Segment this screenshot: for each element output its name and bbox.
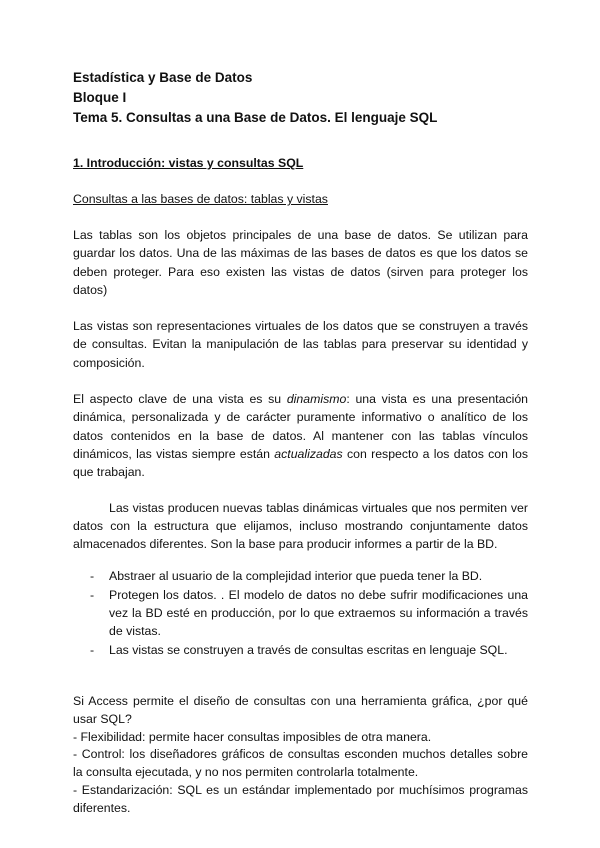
reason-flexibility: - Flexibilidad: permite hacer consultas imposibles de otra manera. (73, 729, 432, 744)
list-item (73, 641, 528, 659)
bullet-list (73, 567, 528, 658)
text-run: : una vista es una presentación dinámica, personalizada y de carácter puramente informativo o analítico de los datos contenidos en la base de datos. Al mantener con las tablas vínculos dinámicos, las vistas siempre están (73, 392, 528, 461)
subsection-heading: Consultas a las bases de datos: tablas y vistas (73, 192, 328, 206)
list-item-text: Abstraer al usuario de la complejidad interior que pueda tener la BD. (109, 569, 483, 584)
why-sql-block (73, 693, 528, 818)
list-item (73, 567, 528, 585)
paragraph-dynamism (73, 390, 528, 481)
topic-title: Tema 5. Consultas a una Base de Datos. El lenguaje SQL (73, 110, 438, 125)
dash-bullet: - (90, 587, 95, 602)
paragraph-views: Las vistas son representaciones virtuales de los datos que se construyen a través de consultas. Evitan la manipulación de las tablas para preservar su identidad y composición. (73, 319, 528, 370)
reason-control: - Control: los diseñadores gráficos de consultas esconden muchos detalles sobre la consulta ejecutada, y no nos permiten controlarla totalmente. (73, 747, 528, 780)
text-run: El aspecto clave de una vista es su (73, 392, 287, 407)
paragraph-virtual-tables: Las vistas producen nuevas tablas dinámicas virtuales que nos permiten ver datos con la estructura que elijamos, incluso mostrando conjuntamente datos almacenados diferentes. Son la base para producir informes a partir de la BD. (73, 500, 528, 552)
course-title: Estadística y Base de Datos (73, 70, 253, 85)
document-header (73, 68, 528, 128)
dash-bullet: - (90, 569, 95, 584)
why-sql-question: Si Access permite el diseño de consultas con una herramienta gráfica, ¿por qué usar SQL? (73, 693, 528, 726)
reason-standardization: - Estandarización: SQL es un estándar implementado por muchísimos programas diferentes. (73, 782, 528, 815)
list-item-text: Protegen los datos. . El modelo de datos no debe sufrir modificaciones una vez la BD esté en producción, por lo que extraemos su información a través de vistas. (109, 587, 528, 639)
section-heading: 1. Introducción: vistas y consultas SQL (73, 156, 304, 170)
emphasis-dinamismo: dinamismo (286, 392, 347, 407)
text-run: con respecto a los datos con los que trabajan. (73, 446, 528, 480)
list-item-text: Las vistas se construyen a través de consultas escritas en lenguaje SQL. (109, 642, 508, 657)
block-title: Bloque I (73, 90, 127, 105)
list-item (73, 586, 528, 641)
paragraph-tables: Las tablas son los objetos principales de una base de datos. Se utilizan para guardar los datos. Una de las máximas de las bases de datos es que los datos se deben proteger. Para eso existen las vistas de datos (sirven para proteger los datos) (73, 228, 528, 297)
dash-bullet: - (90, 642, 95, 657)
emphasis-actualizadas: actualizadas (274, 446, 343, 461)
